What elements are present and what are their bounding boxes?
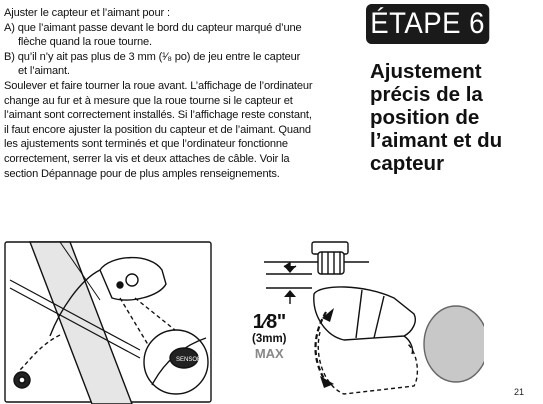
- para-line: l’aimant sont correctement installés. Si l’affichage reste constant,: [4, 109, 312, 122]
- sensor-fork-illustration: [0, 240, 216, 404]
- point-a-line1: A) que l’aimant passe devant le bord du capteur marqué d’une: [4, 21, 302, 34]
- step-title-line: l’aimant et du: [370, 129, 503, 152]
- para-line: section Dépannage pour de plus amples renseignements.: [4, 167, 280, 180]
- step-title-line: capteur: [370, 152, 445, 175]
- para-line: les ajustements sont terminés et que l’ordinateur fonctionne: [4, 138, 288, 151]
- para-line: correctement, serrer la vis et deux attaches de câble. Voir la: [4, 152, 290, 165]
- intro-line: Ajuster le capteur et l’aimant pour :: [4, 7, 170, 19]
- para-line: Soulever et faire tourner la roue avant. L’affichage de l’ordinateur: [4, 79, 313, 92]
- gap-measurement: [252, 312, 287, 361]
- step-title-line: Ajustement: [370, 60, 482, 83]
- point-b-line2: et l’aimant.: [18, 65, 70, 78]
- svg-text:SENSOR: SENSOR: [176, 357, 202, 363]
- point-a-line2: flèche quand la roue tourne.: [18, 36, 152, 49]
- gap-fraction: 1⁄8": [252, 311, 286, 333]
- step-title: [370, 60, 540, 175]
- point-b-line1: B) qu’il n’y ait pas plus de 3 mm (¹⁄₈ po) de jeu entre le capteur: [4, 50, 301, 63]
- instructions-block: [4, 6, 328, 181]
- gap-max-label: MAX: [254, 346, 284, 361]
- gap-metric: (3mm): [252, 333, 287, 345]
- para-line: change au fur et à mesure que la roue tourne si le capteur et: [4, 94, 293, 107]
- page-number: 21: [514, 387, 525, 397]
- para-line: il faut encore ajuster la position du capteur et de l’aimant. Quand: [4, 123, 311, 136]
- step-title-line: position de: [370, 106, 480, 129]
- step-badge: ÉTAPE 6: [366, 4, 489, 44]
- step-title-line: précis de la: [370, 83, 483, 106]
